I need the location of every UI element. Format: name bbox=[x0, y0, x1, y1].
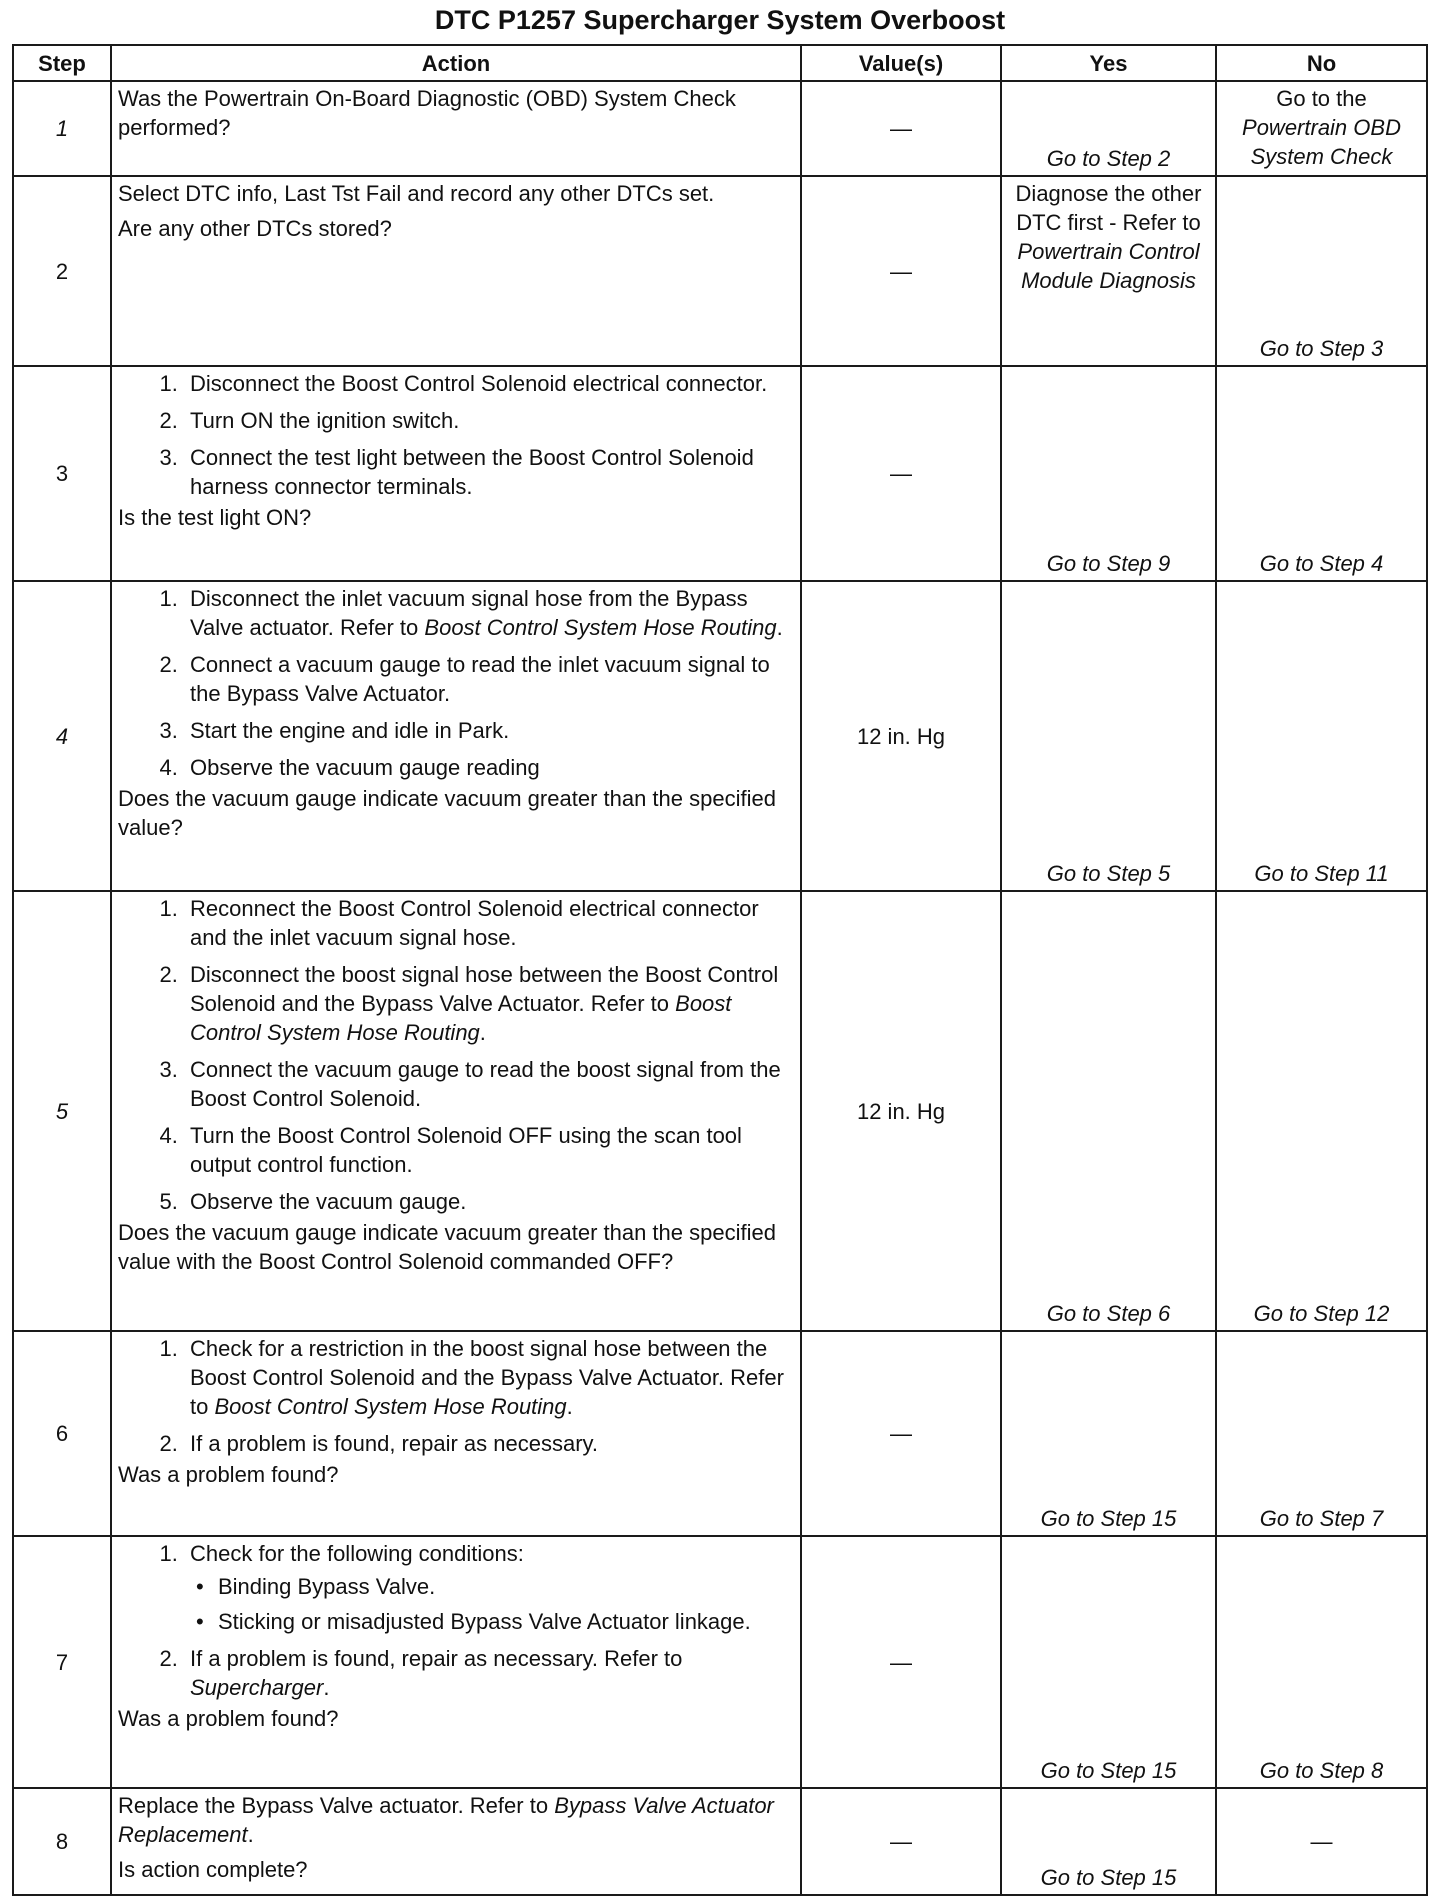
action-list bbox=[118, 369, 796, 501]
diagnostic-table bbox=[12, 44, 1428, 1896]
no-link[interactable]: Powertrain OBD System Check bbox=[1242, 115, 1401, 169]
action-cell bbox=[111, 1331, 801, 1536]
yes-link[interactable]: Go to Step 6 bbox=[1001, 891, 1216, 1331]
action-cell bbox=[111, 1788, 801, 1895]
no-link[interactable]: Go to Step 12 bbox=[1216, 891, 1427, 1331]
value-cell: — bbox=[801, 81, 1001, 176]
list-item: 3. Start the engine and idle in Park. bbox=[184, 716, 796, 745]
list-item: 2. Disconnect the boost signal hose between the Boost Control Solenoid and the Bypass Valve Actuator. Refer to Boost Control System Hose Routing. bbox=[184, 960, 796, 1047]
yes-link[interactable]: Go to Step 15 bbox=[1001, 1536, 1216, 1788]
yes-link[interactable]: Go to Step 5 bbox=[1001, 581, 1216, 891]
step-number: 8 bbox=[13, 1788, 111, 1895]
action-question: Was a problem found? bbox=[118, 1462, 339, 1487]
step-number: 5 bbox=[13, 891, 111, 1331]
value-cell: — bbox=[801, 176, 1001, 366]
reference-link[interactable]: Bypass Valve Actuator Replacement bbox=[118, 1793, 774, 1847]
action-list bbox=[118, 894, 796, 1216]
table-row bbox=[13, 581, 1427, 891]
list-item: 2. If a problem is found, repair as necessary. Refer to Supercharger. bbox=[184, 1644, 796, 1702]
action-question: Does the vacuum gauge indicate vacuum greater than the specified value? bbox=[118, 786, 776, 840]
table-row bbox=[13, 81, 1427, 176]
table-row bbox=[13, 1331, 1427, 1536]
action-cell bbox=[111, 581, 801, 891]
list-item: 1. Disconnect the inlet vacuum signal hose from the Bypass Valve actuator. Refer to Boost Control System Hose Routing. bbox=[184, 584, 796, 642]
bullet-item: • Sticking or misadjusted Bypass Valve Actuator linkage. bbox=[218, 1607, 796, 1636]
reference-link[interactable]: Boost Control System Hose Routing bbox=[190, 991, 732, 1045]
list-item: 2. Connect a vacuum gauge to read the inlet vacuum signal to the Bypass Valve Actuator. bbox=[184, 650, 796, 708]
list-item: 1. Disconnect the Boost Control Solenoid electrical connector. bbox=[184, 369, 796, 398]
action-list bbox=[118, 1334, 796, 1458]
list-item: 4. Observe the vacuum gauge reading bbox=[184, 753, 796, 782]
list-item: 3. Connect the vacuum gauge to read the boost signal from the Boost Control Solenoid. bbox=[184, 1055, 796, 1113]
reference-link[interactable]: Supercharger bbox=[190, 1675, 324, 1700]
table-row bbox=[13, 366, 1427, 581]
yes-cell[interactable] bbox=[1001, 176, 1216, 366]
action-question: Are any other DTCs stored? bbox=[118, 216, 392, 241]
yes-link[interactable]: Powertrain Control Module Diagnosis bbox=[1017, 239, 1200, 293]
action-text: Select DTC info, Last Tst Fail and record any other DTCs set. bbox=[118, 181, 715, 206]
yes-text: Diagnose the other DTC first - Refer to bbox=[1015, 181, 1202, 235]
list-item: 1. Check for the following conditions: • Binding Bypass Valve. • Sticking or misadjusted Bypass Valve Actuator linkage. bbox=[184, 1539, 796, 1636]
step-number: 6 bbox=[13, 1331, 111, 1536]
step-number: 7 bbox=[13, 1536, 111, 1788]
value-cell: — bbox=[801, 1536, 1001, 1788]
list-item: 4. Turn the Boost Control Solenoid OFF using the scan tool output control function. bbox=[184, 1121, 796, 1179]
condition-list bbox=[190, 1572, 796, 1636]
header-row bbox=[13, 45, 1427, 81]
action-cell bbox=[111, 81, 801, 176]
value-cell: — bbox=[801, 1331, 1001, 1536]
action-question: Is the test light ON? bbox=[118, 505, 312, 530]
list-item: 2. If a problem is found, repair as necessary. bbox=[184, 1429, 796, 1458]
reference-link[interactable]: Boost Control System Hose Routing bbox=[424, 615, 777, 640]
table-row bbox=[13, 176, 1427, 366]
no-link[interactable]: Go to Step 3 bbox=[1216, 176, 1427, 366]
bullet-item: • Binding Bypass Valve. bbox=[218, 1572, 796, 1601]
header-step: Step bbox=[13, 45, 111, 81]
yes-link[interactable]: Go to Step 15 bbox=[1001, 1331, 1216, 1536]
header-action: Action bbox=[111, 45, 801, 81]
step-number: 3 bbox=[13, 366, 111, 581]
table-row bbox=[13, 891, 1427, 1331]
no-cell: — bbox=[1216, 1788, 1427, 1895]
action-list bbox=[118, 584, 796, 782]
step-number: 1 bbox=[13, 81, 111, 176]
step-number: 2 bbox=[13, 176, 111, 366]
action-cell bbox=[111, 1536, 801, 1788]
list-item: 2. Turn ON the ignition switch. bbox=[184, 406, 796, 435]
page-title: DTC P1257 Supercharger System Overboost bbox=[434, 5, 1006, 35]
value-cell: 12 in. Hg bbox=[801, 581, 1001, 891]
list-item: 5. Observe the vacuum gauge. bbox=[184, 1187, 796, 1216]
no-link[interactable]: Go to Step 8 bbox=[1216, 1536, 1427, 1788]
action-cell bbox=[111, 176, 801, 366]
header-no: No bbox=[1216, 45, 1427, 81]
action-list bbox=[118, 1539, 796, 1702]
action-text: Was the Powertrain On-Board Diagnostic (OBD) System Check performed? bbox=[118, 86, 736, 140]
value-cell: — bbox=[801, 366, 1001, 581]
table-row bbox=[13, 1788, 1427, 1895]
value-cell: — bbox=[801, 1788, 1001, 1895]
no-link[interactable]: Go to Step 4 bbox=[1216, 366, 1427, 581]
value-cell: 12 in. Hg bbox=[801, 891, 1001, 1331]
header-yes: Yes bbox=[1001, 45, 1216, 81]
table-row bbox=[13, 1536, 1427, 1788]
action-text: Replace the Bypass Valve actuator. Refer to Bypass Valve Actuator Replacement. bbox=[118, 1793, 774, 1847]
step-number: 4 bbox=[13, 581, 111, 891]
list-item: 1. Check for a restriction in the boost signal hose between the Boost Control Solenoid and the Bypass Valve Actuator. Refer to Boost Control System Hose Routing. bbox=[184, 1334, 796, 1421]
list-item: 1. Reconnect the Boost Control Solenoid electrical connector and the inlet vacuum signal hose. bbox=[184, 894, 796, 952]
no-cell[interactable] bbox=[1216, 81, 1427, 176]
no-text: Go to the bbox=[1276, 86, 1367, 111]
list-item: 3. Connect the test light between the Boost Control Solenoid harness connector terminals. bbox=[184, 443, 796, 501]
yes-link[interactable]: Go to Step 9 bbox=[1001, 366, 1216, 581]
no-link[interactable]: Go to Step 7 bbox=[1216, 1331, 1427, 1536]
header-values: Value(s) bbox=[801, 45, 1001, 81]
reference-link[interactable]: Boost Control System Hose Routing bbox=[214, 1394, 567, 1419]
no-link[interactable]: Go to Step 11 bbox=[1216, 581, 1427, 891]
action-question: Does the vacuum gauge indicate vacuum greater than the specified value with the Boost Control Solenoid commanded OFF? bbox=[118, 1220, 776, 1274]
yes-link[interactable]: Go to Step 15 bbox=[1001, 1788, 1216, 1895]
yes-link[interactable]: Go to Step 2 bbox=[1001, 81, 1216, 176]
action-cell bbox=[111, 891, 801, 1331]
action-cell bbox=[111, 366, 801, 581]
action-question: Was a problem found? bbox=[118, 1706, 339, 1731]
action-question: Is action complete? bbox=[118, 1857, 308, 1882]
